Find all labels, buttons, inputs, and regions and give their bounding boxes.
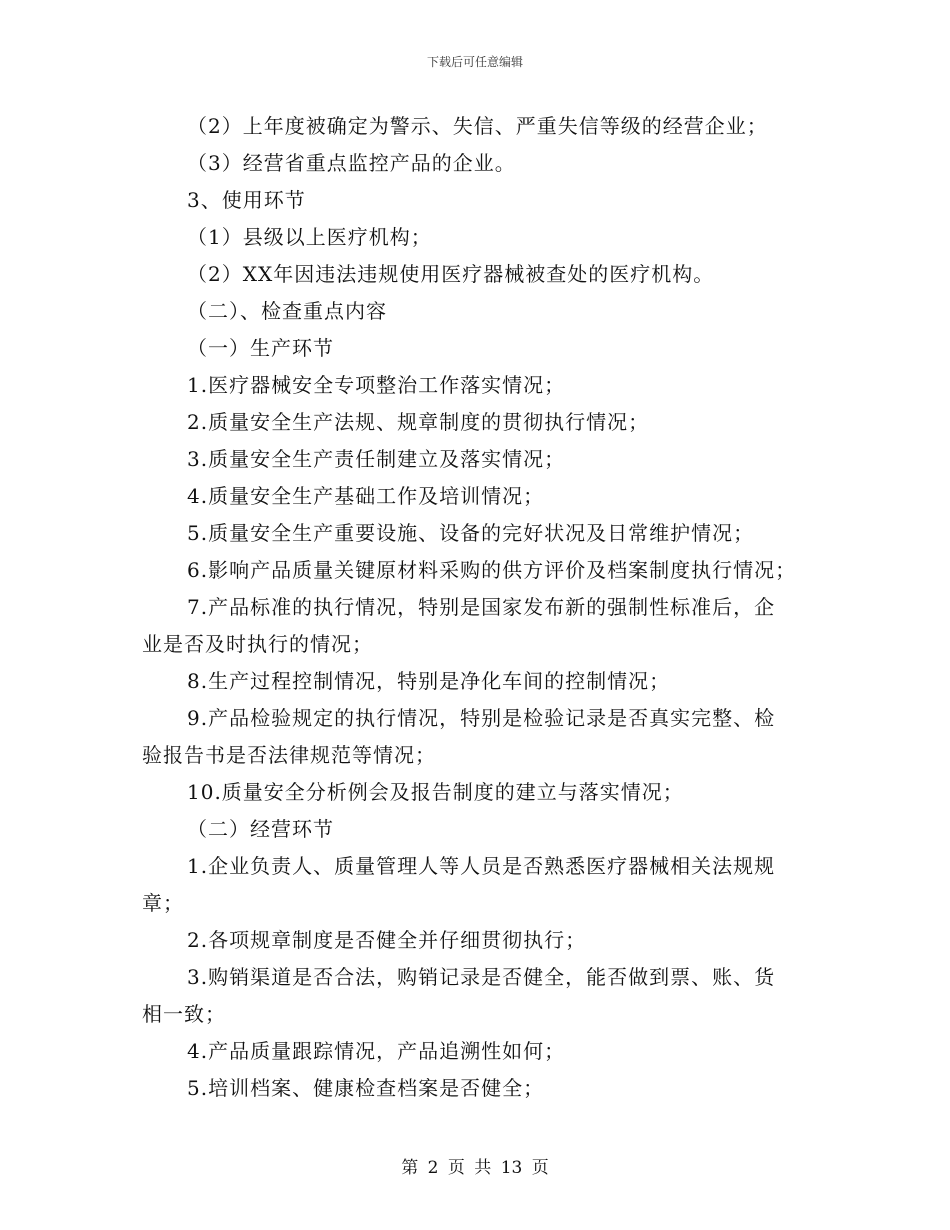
text-line: 章；: [142, 891, 184, 915]
text-line: 8.生产过程控制情况，特别是净化车间的控制情况；: [187, 669, 671, 693]
page-footer: 第 2 页 共 13 页: [401, 1158, 549, 1178]
text-line: （二）经营环节: [187, 817, 334, 841]
text-line: （1）县级以上医疗机构；: [187, 225, 432, 249]
text-line: 1.医疗器械安全专项整治工作落实情况；: [187, 373, 566, 397]
text-line: （2）上年度被确定为警示、失信、严重失信等级的经营企业；: [187, 114, 768, 138]
text-line: 10.质量安全分析例会及报告制度的建立与落实情况；: [187, 780, 684, 804]
text-line: 4.质量安全生产基础工作及培训情况；: [187, 484, 545, 508]
text-line: 5.质量安全生产重要设施、设备的完好状况及日常维护情况；: [187, 521, 755, 545]
text-line: 3.购销渠道是否合法，购销记录是否健全，能否做到票、账、货: [187, 965, 776, 989]
text-line: （2）XX年因违法违规使用医疗器械被查处的医疗机构。: [187, 262, 715, 286]
text-line: 4.产品质量跟踪情况，产品追溯性如何；: [187, 1039, 566, 1063]
text-line: 1.企业负责人、质量管理人等人员是否熟悉医疗器械相关法规规: [187, 854, 776, 878]
page-header: 下载后可任意编辑: [426, 55, 523, 69]
text-line: 5.培训档案、健康检查档案是否健全；: [187, 1076, 545, 1100]
text-line: （一）生产环节: [187, 336, 334, 360]
text-line: （二）、检查重点内容: [187, 299, 387, 323]
text-line: 7.产品标准的执行情况，特别是国家发布新的强制性标准后，企: [187, 595, 776, 619]
text-line: 9.产品检验规定的执行情况，特别是检验记录是否真实完整、检: [187, 706, 776, 730]
text-line: 3.质量安全生产责任制建立及落实情况；: [187, 447, 566, 471]
text-line: 6.影响产品质量关键原材料采购的供方评价及档案制度执行情况；: [187, 558, 797, 582]
text-line: 相一致；: [142, 1002, 226, 1026]
text-line: 业是否及时执行的情况；: [142, 632, 373, 656]
text-line: 3、使用环节: [187, 188, 306, 212]
text-line: 2.各项规章制度是否健全并仔细贯彻执行；: [187, 928, 587, 952]
text-line: 2.质量安全生产法规、规章制度的贯彻执行情况；: [187, 410, 650, 434]
document-body: [142, 108, 802, 1107]
text-line: （3）经营省重点监控产品的企业。: [187, 151, 516, 175]
text-line: 验报告书是否法律规范等情况；: [142, 743, 436, 767]
